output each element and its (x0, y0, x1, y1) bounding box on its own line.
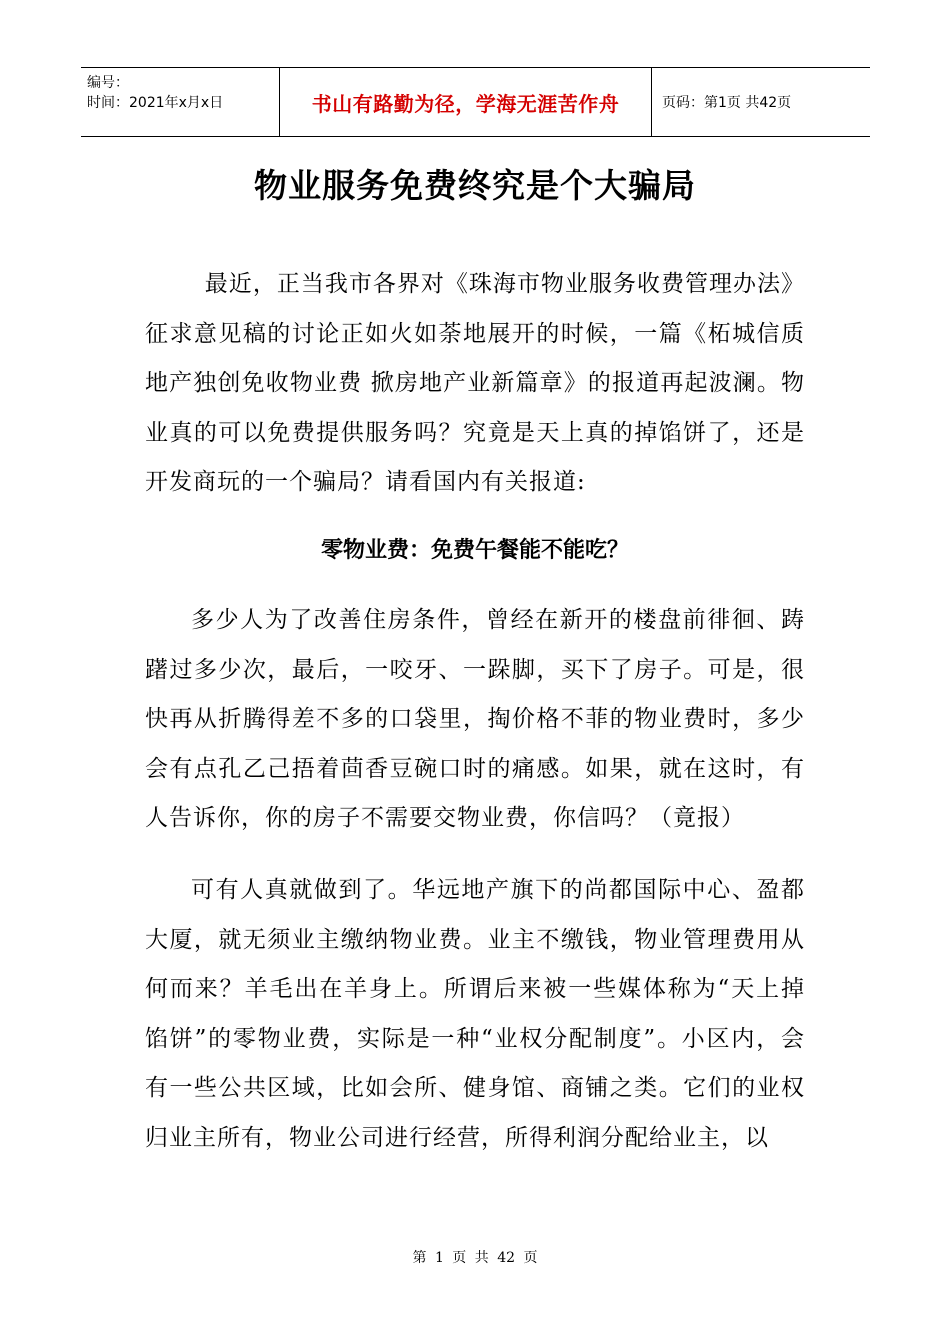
number-label: 编号： (87, 75, 129, 91)
date-label: 时间：2021年x月x日 (87, 95, 224, 111)
header-motto-cell (279, 68, 652, 136)
header-meta (81, 68, 279, 136)
document-header (81, 67, 870, 137)
document-title: 物业服务免费终究是个大骗局 (254, 166, 696, 205)
page-info-text: 页码：第1页 共42页 (662, 95, 792, 111)
page-footer: 第 1 页 共 42 页 (412, 1250, 538, 1266)
header-page-info (652, 68, 870, 136)
motto-text: 书山有路勤为径，学海无涯苦作舟 (311, 91, 620, 116)
paragraph-body-2: 可有人真就做到了。华远地产旗下的尚都国际中心、盈都大厦，就无须业主缴纳物业费。业主不缴钱，物业管理费用从何而来？羊毛出在羊身上。所谓后来被一些媒体称为“天上掉馅饼”的零物业费，实际是一种“业权分配制度”。小区内，会有一些公共区域，比如会所、健身馆、商铺之类。它们的业权归业主所有，物业公司进行经营，所得利润分配给业主，以 (145, 877, 805, 1151)
paragraph-body-1: 多少人为了改善住房条件，曾经在新开的楼盘前徘徊、踌躇过多少次，最后，一咬牙、一跺脚，买下了房子。可是，很快再从折腾得差不多的口袋里，掏价格不菲的物业费时，多少会有点孔乙己捂着茴香豆碗口时的痛感。如果，就在这时，有人告诉你，你的房子不需要交物业费，你信吗？（竟报） (145, 607, 805, 831)
paragraph-intro: 最近，正当我市各界对《珠海市物业服务收费管理办法》征求意见稿的讨论正如火如荼地展开的时候，一篇《柘城信质地产独创免收物业费 掀房地产业新篇章》的报道再起波澜。物业真的可以免费提供服务吗？究竟是天上真的掉馅饼了，还是开发商玩的一个骗局？请看国内有关报道: (145, 271, 805, 495)
section-heading: 零物业费：免费午餐能不能吃？ (320, 538, 629, 563)
